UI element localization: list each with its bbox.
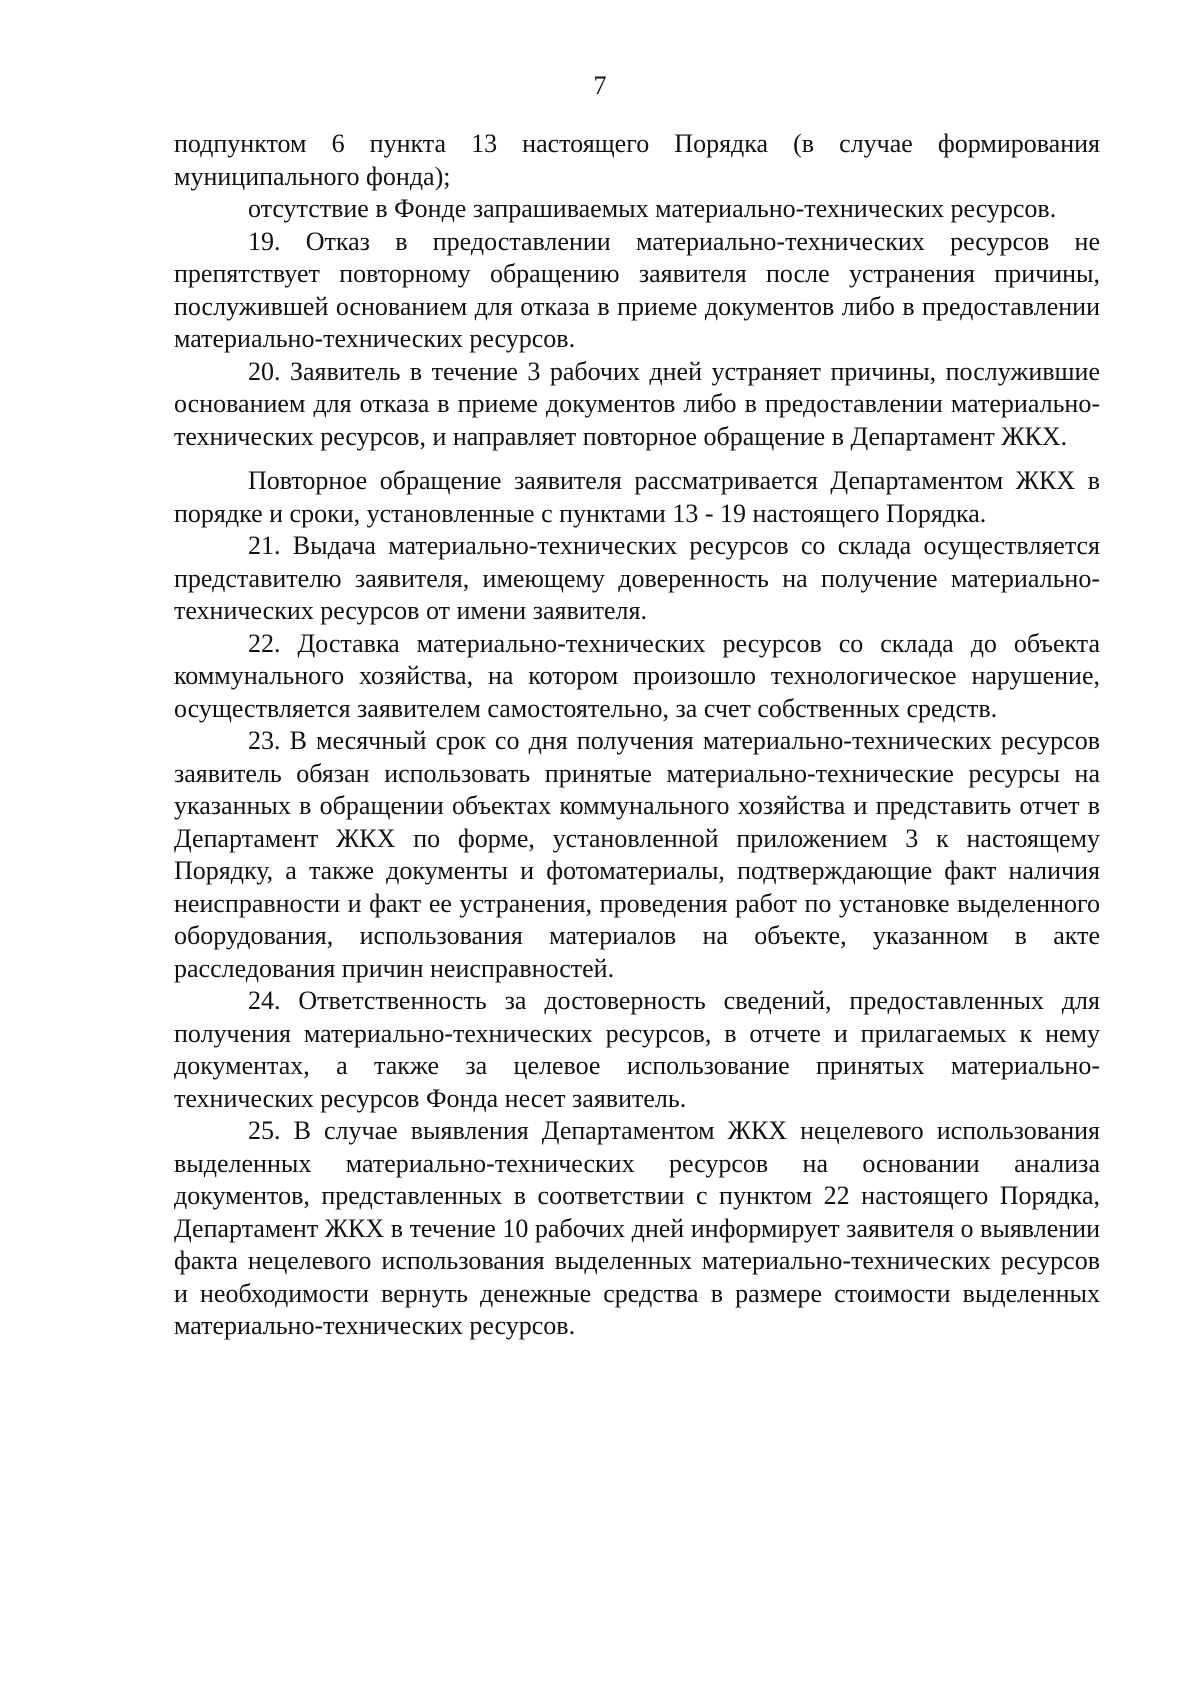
paragraph-25: 25. В случае выявления Департаментом ЖКХ нецелевого использования выделенных материально-технических ресурсов на основании анализа документов, представленных в соответствии с пунктом 22 настоящего Порядка, Департамент ЖКХ в течение 10 рабочих дней информирует заявителя о выявлении факта нецелевого использования выделенных материально-технических ресурсов и необходимости вернуть денежные средства в размере стоимости выделенных материально-технических ресурсов. xyxy=(174,1116,1100,1340)
paragraph-19: 19. Отказ в предоставлении материально-технических ресурсов не препятствует повторному обращению заявителя после устранения причины, послужившей основанием для отказа в приеме документов либо в предоставлении материально-технических ресурсов. xyxy=(174,226,1100,353)
paragraph-24: 24. Ответственность за достоверность сведений, предоставленных для получения материально-технических ресурсов, в отчете и прилагаемых к нему документах, а также за целевое использование принятых материально-технических ресурсов Фонда несет заявитель. xyxy=(174,986,1100,1113)
paragraph-23: 23. В месячный срок со дня получения материально-технических ресурсов заявитель обязан использовать принятые материально-технические ресурсы на указанных в обращении объектах коммунального хозяйства и представить отчет в Департамент ЖКХ по форме, установленной приложением 3 к настоящему Порядку, а также документы и фотоматериалы, подтверждающие факт наличия неисправности и факт ее устранения, проведения работ по установке выделенного оборудования, использования материалов на объекте, указанном в акте расследования причин неисправностей. xyxy=(174,726,1100,983)
paragraph-22: 22. Доставка материально-технических ресурсов со склада до объекта коммунального хозяйства, на котором произошло технологическое нарушение, осуществляется заявителем самостоятельно, за счет собственных средств. xyxy=(174,628,1100,723)
paragraph-continuation: подпунктом 6 пункта 13 настоящего Порядка (в случае формирования муниципального фонда); xyxy=(174,129,1100,191)
paragraph-20: 20. Заявитель в течение 3 рабочих дней устраняет причины, послужившие основанием для отказа в приеме документов либо в предоставлении материально-технических ресурсов, и направляет повторное обращение в Департамент ЖКХ. xyxy=(174,356,1100,451)
page-number: 7 xyxy=(593,71,607,100)
paragraph-fund-absence: отсутствие в Фонде запрашиваемых материально-технических ресурсов. xyxy=(248,194,1057,223)
document-body xyxy=(174,128,1100,1343)
paragraph-21: 21. Выдача материально-технических ресурсов со склада осуществляется представителю заявителя, имеющему доверенность на получение материально-технических ресурсов от имени заявителя. xyxy=(174,531,1100,625)
paragraph-repeat-request: Повторное обращение заявителя рассматривается Департаментом ЖКХ в порядке и сроки, установленные с пунктами 13 - 19 настоящего Порядка. xyxy=(174,466,1100,528)
